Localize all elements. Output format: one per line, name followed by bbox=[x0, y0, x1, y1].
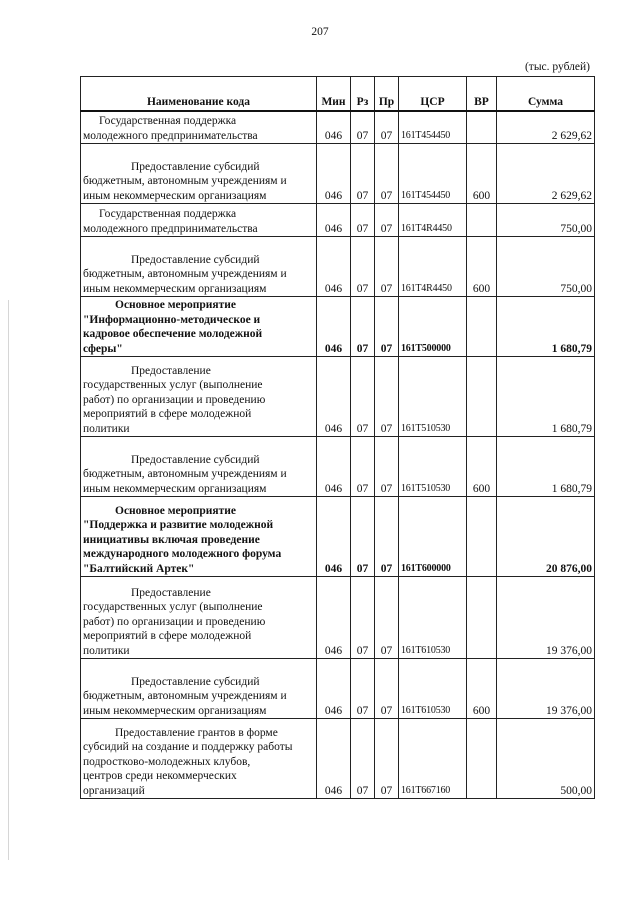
cell-name: Предоставление субсидий бюджетным, автономным учреждениям и иным некоммерческим организациям bbox=[81, 437, 317, 497]
cell-rz: 07 bbox=[351, 719, 375, 799]
cell-min: 046 bbox=[317, 237, 351, 297]
cell-name: Государственная поддержка молодежного предпринимательства bbox=[81, 204, 317, 237]
table-row bbox=[81, 237, 595, 297]
header-sum: Сумма bbox=[497, 77, 595, 111]
cell-pr: 07 bbox=[375, 297, 399, 357]
cell-csr: 161Т454450 bbox=[399, 144, 467, 204]
cell-vr bbox=[467, 719, 497, 799]
table-row-section bbox=[81, 297, 595, 357]
cell-rz: 07 bbox=[351, 111, 375, 144]
cell-csr: 161Т510530 bbox=[399, 437, 467, 497]
header-csr: ЦСР bbox=[399, 77, 467, 111]
cell-min: 046 bbox=[317, 297, 351, 357]
cell-csr: 161Т4R4450 bbox=[399, 237, 467, 297]
cell-csr: 161Т610530 bbox=[399, 577, 467, 659]
table-body bbox=[81, 111, 595, 799]
cell-sum: 1 680,79 bbox=[497, 357, 595, 437]
cell-vr bbox=[467, 577, 497, 659]
header-name: Наименование кода bbox=[81, 77, 317, 111]
cell-name: Основное мероприятие "Информационно-методическое и кадровое обеспечение молодежной сферы" bbox=[81, 297, 317, 357]
page-number: 207 bbox=[311, 26, 329, 38]
table-row bbox=[81, 144, 595, 204]
cell-vr: 600 bbox=[467, 237, 497, 297]
cell-vr bbox=[467, 497, 497, 577]
cell-pr: 07 bbox=[375, 659, 399, 719]
cell-min: 046 bbox=[317, 719, 351, 799]
cell-pr: 07 bbox=[375, 437, 399, 497]
cell-sum: 750,00 bbox=[497, 204, 595, 237]
cell-sum: 20 876,00 bbox=[497, 497, 595, 577]
cell-name: Предоставление грантов в форме субсидий на создание и поддержку работы подростково-молодежных клубов, центров среди некоммерческих организаций bbox=[81, 719, 317, 799]
cell-pr: 07 bbox=[375, 357, 399, 437]
table-row bbox=[81, 577, 595, 659]
cell-min: 046 bbox=[317, 497, 351, 577]
cell-csr: 161Т667160 bbox=[399, 719, 467, 799]
cell-pr: 07 bbox=[375, 144, 399, 204]
cell-sum: 19 376,00 bbox=[497, 577, 595, 659]
cell-vr bbox=[467, 204, 497, 237]
cell-sum: 2 629,62 bbox=[497, 144, 595, 204]
cell-rz: 07 bbox=[351, 577, 375, 659]
cell-csr: 161Т500000 bbox=[399, 297, 467, 357]
units-label: (тыс. рублей) bbox=[524, 61, 590, 73]
cell-rz: 07 bbox=[351, 204, 375, 237]
cell-sum: 750,00 bbox=[497, 237, 595, 297]
cell-sum: 19 376,00 bbox=[497, 659, 595, 719]
cell-min: 046 bbox=[317, 111, 351, 144]
table-header-row bbox=[81, 77, 595, 111]
cell-sum: 1 680,79 bbox=[497, 437, 595, 497]
cell-rz: 07 bbox=[351, 659, 375, 719]
cell-min: 046 bbox=[317, 204, 351, 237]
cell-rz: 07 bbox=[351, 497, 375, 577]
table-row bbox=[81, 719, 595, 799]
cell-csr: 161Т510530 bbox=[399, 357, 467, 437]
cell-name: Предоставление государственных услуг (выполнение работ) по организации и проведению мероприятий в сфере молодежной политики bbox=[81, 577, 317, 659]
table-row bbox=[81, 111, 595, 144]
cell-csr: 161Т4R4450 bbox=[399, 204, 467, 237]
table-row bbox=[81, 659, 595, 719]
cell-min: 046 bbox=[317, 357, 351, 437]
header-min: Мин bbox=[317, 77, 351, 111]
table-row bbox=[81, 204, 595, 237]
cell-pr: 07 bbox=[375, 237, 399, 297]
scan-artifact-line bbox=[8, 300, 9, 860]
cell-vr bbox=[467, 297, 497, 357]
cell-rz: 07 bbox=[351, 237, 375, 297]
cell-name: Предоставление субсидий бюджетным, автономным учреждениям и иным некоммерческим организациям bbox=[81, 144, 317, 204]
cell-vr: 600 bbox=[467, 144, 497, 204]
cell-pr: 07 bbox=[375, 111, 399, 144]
cell-csr: 161Т600000 bbox=[399, 497, 467, 577]
header-rz: Рз bbox=[351, 77, 375, 111]
cell-name: Государственная поддержка молодежного предпринимательства bbox=[81, 111, 317, 144]
cell-vr: 600 bbox=[467, 659, 497, 719]
cell-vr bbox=[467, 357, 497, 437]
cell-pr: 07 bbox=[375, 497, 399, 577]
cell-sum: 500,00 bbox=[497, 719, 595, 799]
header-vr: ВР bbox=[467, 77, 497, 111]
cell-pr: 07 bbox=[375, 719, 399, 799]
cell-min: 046 bbox=[317, 437, 351, 497]
cell-sum: 2 629,62 bbox=[497, 111, 595, 144]
table-row bbox=[81, 437, 595, 497]
cell-sum: 1 680,79 bbox=[497, 297, 595, 357]
header-pr: Пр bbox=[375, 77, 399, 111]
cell-csr: 161Т454450 bbox=[399, 111, 467, 144]
cell-pr: 07 bbox=[375, 577, 399, 659]
cell-vr: 600 bbox=[467, 437, 497, 497]
cell-min: 046 bbox=[317, 659, 351, 719]
cell-rz: 07 bbox=[351, 437, 375, 497]
table-row-section bbox=[81, 497, 595, 577]
cell-vr bbox=[467, 111, 497, 144]
cell-csr: 161Т610530 bbox=[399, 659, 467, 719]
cell-min: 046 bbox=[317, 144, 351, 204]
cell-rz: 07 bbox=[351, 297, 375, 357]
budget-table bbox=[80, 76, 595, 799]
cell-min: 046 bbox=[317, 577, 351, 659]
cell-rz: 07 bbox=[351, 144, 375, 204]
cell-name: Предоставление субсидий бюджетным, автономным учреждениям и иным некоммерческим организациям bbox=[81, 237, 317, 297]
cell-pr: 07 bbox=[375, 204, 399, 237]
cell-name: Предоставление субсидий бюджетным, автономным учреждениям и иным некоммерческим организациям bbox=[81, 659, 317, 719]
cell-name: Основное мероприятие "Поддержка и развитие молодежной инициативы включая проведение международного молодежного форума "Балтийский Артек" bbox=[81, 497, 317, 577]
cell-rz: 07 bbox=[351, 357, 375, 437]
table-row bbox=[81, 357, 595, 437]
cell-name: Предоставление государственных услуг (выполнение работ) по организации и проведению мероприятий в сфере молодежной политики bbox=[81, 357, 317, 437]
